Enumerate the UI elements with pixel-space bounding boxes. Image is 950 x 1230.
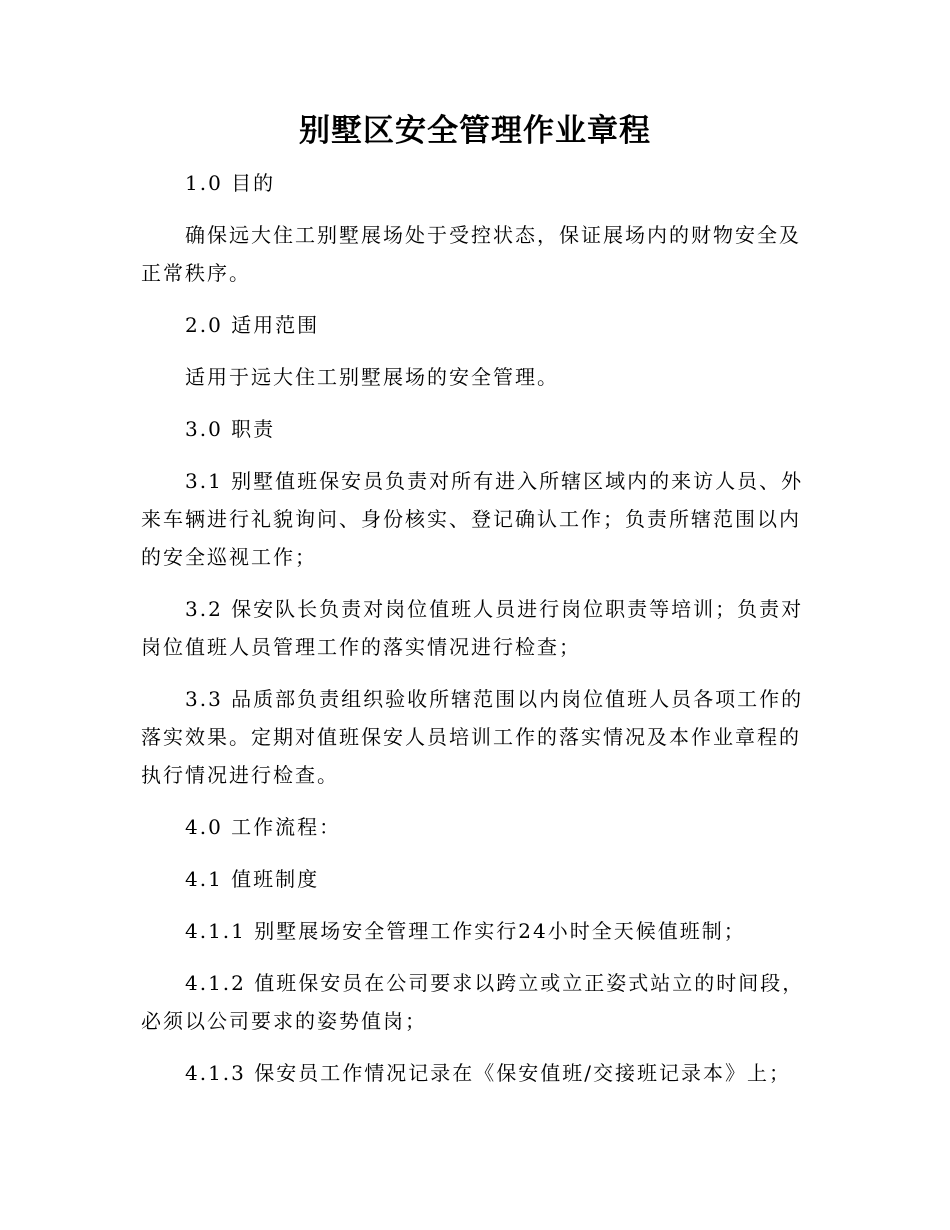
section-4-heading: 4.0 工作流程： [185,815,342,839]
clause-3-2: 3.2 保安队长负责对岗位值班人员进行岗位职责等培训；负责对岗位值班人员管理工作的落实情况进行检查； [141,597,804,659]
clause-4-1-3: 4.1.3 保安员工作情况记录在《保安值班/交接班记录本》上； [185,1061,791,1085]
clause-4-1: 4.1 值班制度 [185,867,320,891]
section-3-heading: 3.0 职责 [185,417,276,441]
clause-4-1-1: 4.1.1 别墅展场安全管理工作实行24小时全天候值班制； [185,919,746,943]
clause-3-3: 3.3 品质部负责组织验收所辖范围以内岗位值班人员各项工作的落实效果。定期对值班保安人员培训工作的落实情况及本作业章程的执行情况进行检查。 [141,687,804,787]
section-2-body: 适用于远大住工别墅展场的安全管理。 [185,365,559,389]
document-title: 别墅区安全管理作业章程 [299,113,651,149]
clause-3-1: 3.1 别墅值班保安员负责对所有进入所辖区域内的来访人员、外来车辆进行礼貌询问、身份核实、登记确认工作；负责所辖范围以内的安全巡视工作； [141,469,804,569]
section-1-body: 确保远大住工别墅展场处于受控状态，保证展场内的财物安全及正常秩序。 [141,223,801,285]
section-2-heading: 2.0 适用范围 [185,313,320,337]
section-1-heading: 1.0 目的 [185,171,276,195]
clause-4-1-2: 4.1.2 值班保安员在公司要求以跨立或立正姿式站立的时间段，必须以公司要求的姿势值岗； [141,971,805,1033]
